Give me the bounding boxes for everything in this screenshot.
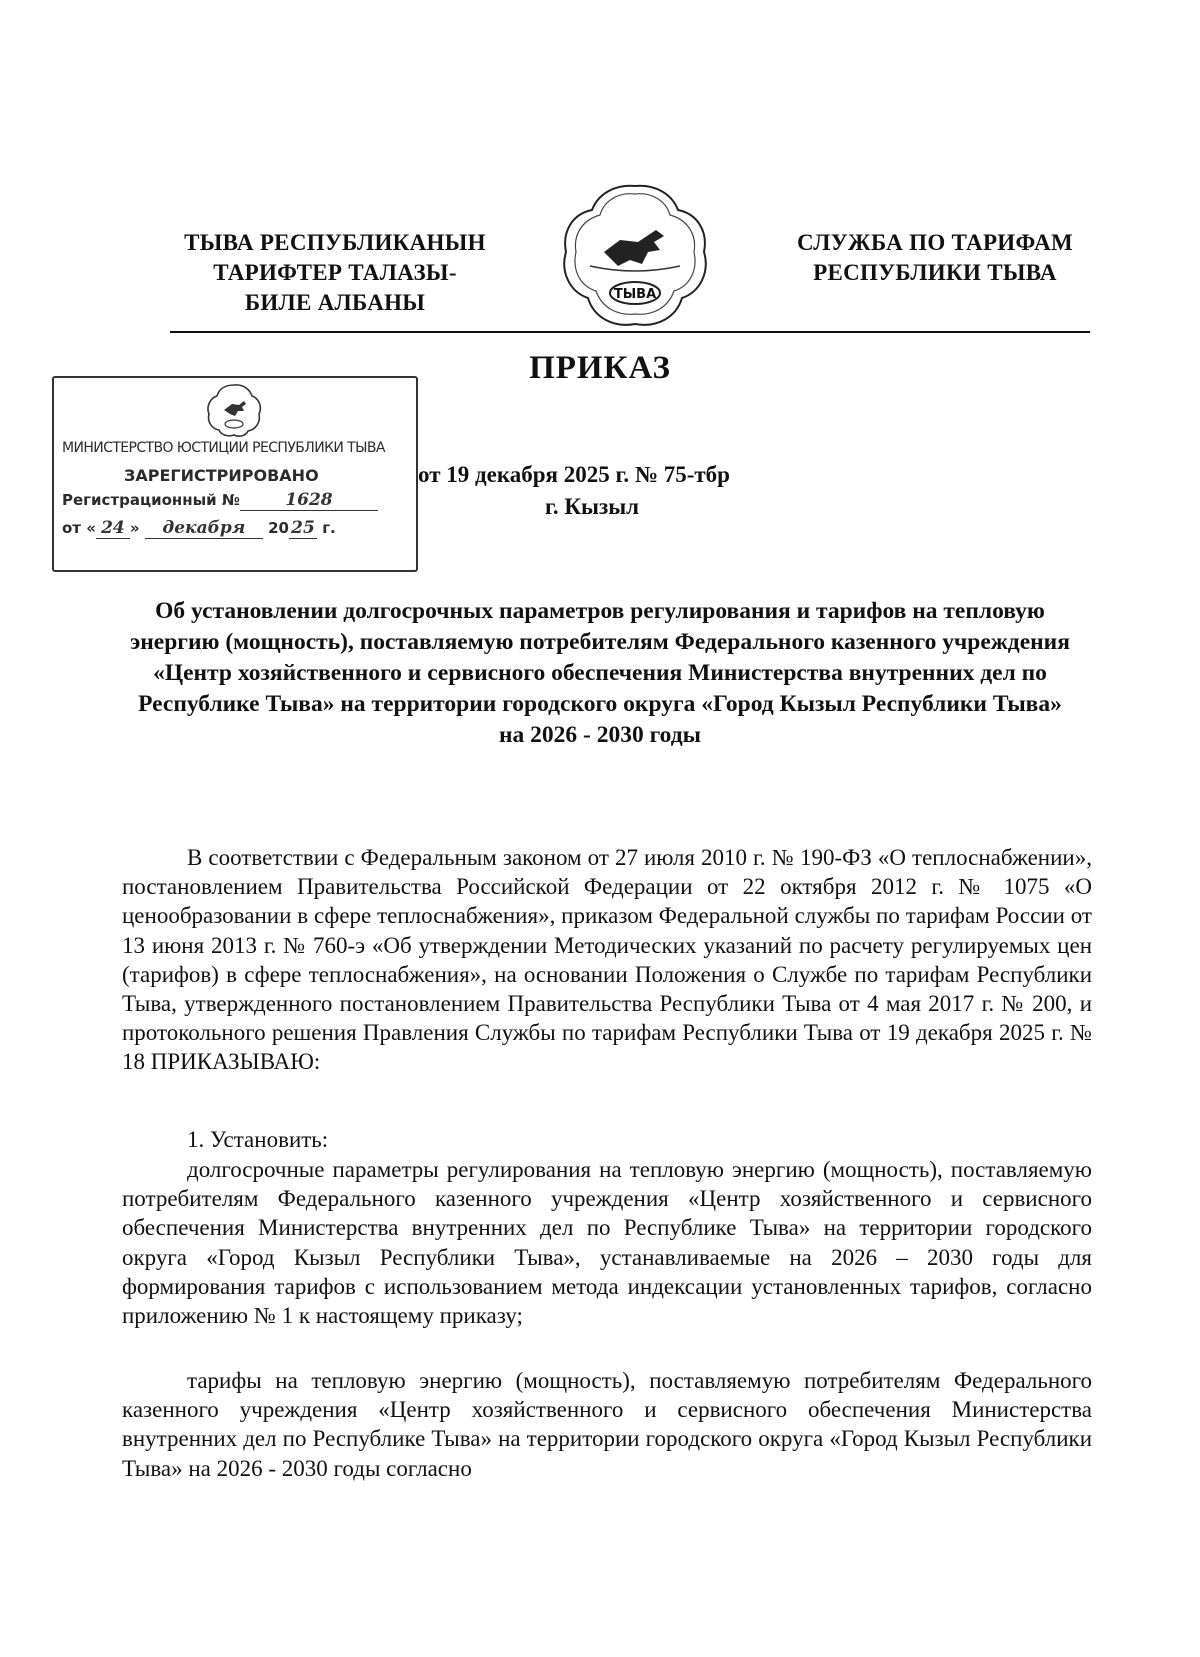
header-right-line: РЕСПУБЛИКИ ТЫВА — [813, 260, 1057, 285]
tuva-emblem — [560, 180, 710, 330]
header-divider — [170, 331, 1090, 333]
header-right-org — [785, 228, 1085, 288]
stamp-date-prefix: от « — [62, 519, 96, 537]
stamp-year-end: г. — [322, 519, 336, 537]
preamble-paragraph: В соответствии с Федеральным законом от 27 июля 2010 г. № 190-ФЗ «О теплоснабжении», постановлением Правительства Российской Федерации от 22 октября 2012 г. № 1075 «О ценообразовании в сфере теплоснабжения», приказом Федеральной службы по тарифам России от 13 июня 2013 г. № 760-э «Об утверждении Методических указаний по расчету регулируемых цен (тарифов) в сфере теплоснабжения», на основании Положения о Службе по тарифам Республики Тыва, утвержденного постановлением Правительства Республики Тыва от 4 мая 2017 г. № 200, и протокольного решения Правления Службы по тарифам Республики Тыва от 19 декабря 2025 г. № 18 ПРИКАЗЫВАЮ: — [122, 845, 1092, 1075]
header-left-org — [170, 228, 500, 318]
document-type: ПРИКАЗ — [529, 350, 671, 386]
stamp-year-prefix: 20 — [268, 519, 289, 537]
registration-stamp — [52, 376, 418, 572]
item1-heading: 1. Установить: — [187, 1127, 329, 1152]
stamp-month: декабря — [145, 518, 263, 539]
emblem-text: ТЫВА — [613, 287, 657, 302]
header-left-line: ТЫВА РЕСПУБЛИКАНЫН — [184, 230, 486, 255]
stamp-status: ЗАРЕГИСТРИРОВАНО — [124, 466, 319, 485]
stamp-ministry: МИНИСТЕРСТВО ЮСТИЦИИ РЕСПУБЛИКИ ТЫВА — [62, 440, 385, 456]
item1-paragraph-parameters: долгосрочные параметры регулирования на тепловую энергию (мощность), поставляемую потребителям Федерального казенного учреждения «Центр хозяйственного и сервисного обеспечения Министерства внутренних дел по Республике Тыва» на территории городского округа «Город Кызыл Республики Тыва», устанавливаемые на 2026 – 2030 годы для формирования тарифов с использованием метода индексации установленных тарифов, согласно приложению № 1 к настоящему приказу; — [122, 1157, 1092, 1329]
emblem-icon — [560, 180, 710, 330]
stamp-date-row — [62, 518, 408, 539]
order-date-number: от 19 декабря 2025 г. № 75-тбр — [418, 462, 730, 487]
stamp-emblem-icon — [206, 382, 262, 438]
stamp-reg-number: 1628 — [240, 490, 378, 511]
stamp-reg-row — [62, 490, 408, 511]
stamp-reg-label: Регистрационный № — [62, 491, 240, 509]
header-left-line: ТАРИФТЕР ТАЛАЗЫ- — [213, 260, 457, 285]
header-right-line: СЛУЖБА ПО ТАРИФАМ — [796, 230, 1074, 255]
stamp-date-mid: » — [129, 519, 140, 537]
stamp-day: 24 — [96, 518, 130, 539]
order-city: г. Кызыл — [545, 494, 640, 519]
document-title: Об установлении долгосрочных параметров регулирования и тарифов на тепловую энергию (мощность), поставляемую потребителям Федерального казенного учреждения «Центр хозяйственного и сервисного обеспечения Министерства внутренних дел по Республике Тыва» на территории городского округа «Город Кызыл Республики Тыва» на 2026 - 2030 годы — [130, 598, 1070, 748]
item1-paragraph-tariffs: тарифы на тепловую энергию (мощность), поставляемую потребителям Федерального казенного учреждения «Центр хозяйственного и сервисного обеспечения Министерства внутренних дел по Республике Тыва» на территории городского округа «Город Кызыл Республики Тыва» на 2026 - 2030 годы согласно — [122, 1368, 1092, 1481]
header-left-line: БИЛЕ АЛБАНЫ — [244, 290, 426, 315]
stamp-year-suffix: 25 — [289, 518, 317, 539]
